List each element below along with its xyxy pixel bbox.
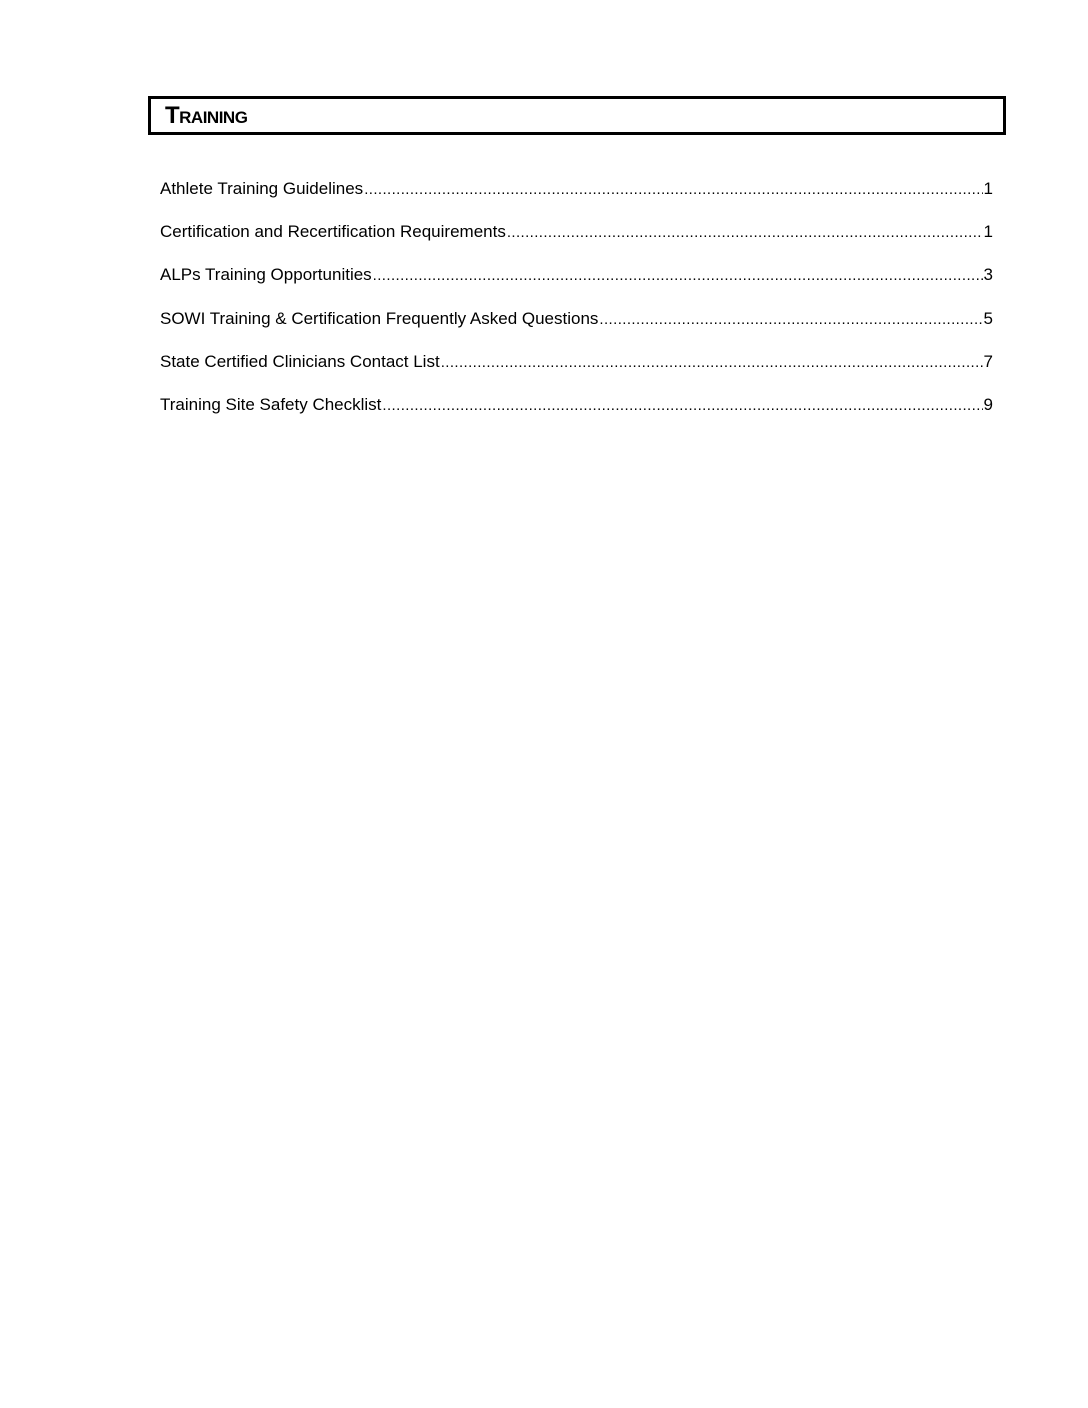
toc-entry-title: SOWI Training & Certification Frequently Asked Questions — [160, 308, 599, 328]
toc-page-number: 7 — [983, 351, 993, 371]
toc-page-number: 5 — [983, 308, 993, 328]
toc-dot-leader — [599, 308, 982, 332]
toc-entry-title: Athlete Training Guidelines — [160, 179, 364, 198]
toc-entry-title: State Certified Clinicians Contact List — [160, 351, 440, 371]
table-of-contents — [160, 177, 993, 436]
toc-page-number: 9 — [983, 394, 993, 414]
toc-entry-title: ALPs Training Opportunities — [160, 265, 372, 285]
toc-page-number: 3 — [983, 265, 993, 285]
toc-page-number: 1 — [983, 222, 993, 242]
toc-page-number: 1 — [983, 179, 993, 198]
toc-dot-leader — [507, 221, 983, 245]
toc-entry-site-safety-checklist[interactable] — [160, 393, 993, 436]
toc-entry-sowi-faq[interactable] — [160, 307, 993, 350]
toc-entry-clinicians-contact-list[interactable] — [160, 350, 993, 393]
toc-entry-alps-training-opportunities[interactable] — [160, 263, 993, 306]
toc-entry-certification-requirements[interactable] — [160, 220, 993, 263]
section-header-box — [148, 96, 1006, 135]
toc-entry-title: Certification and Recertification Requirements — [160, 222, 506, 242]
toc-dot-leader — [364, 178, 982, 202]
toc-entry-athlete-training-guidelines[interactable] — [160, 177, 993, 220]
section-title: Training — [165, 102, 248, 129]
toc-entry-title: Training Site Safety Checklist — [160, 394, 382, 414]
toc-dot-leader — [441, 351, 983, 375]
toc-dot-leader — [382, 394, 982, 418]
toc-dot-leader — [373, 264, 983, 288]
